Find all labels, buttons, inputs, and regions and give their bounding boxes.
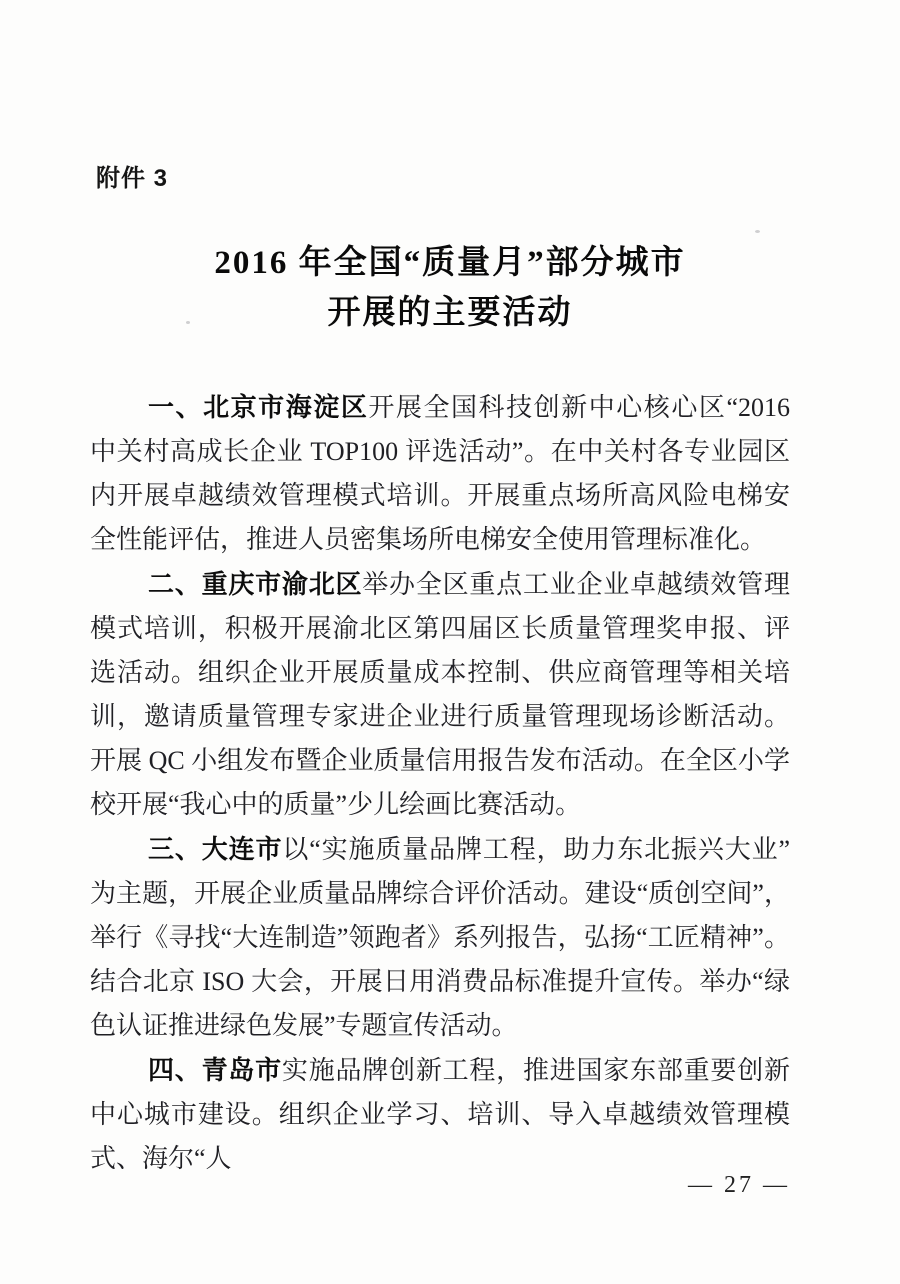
paragraph-chongqing-yubei [90, 562, 790, 827]
paragraph-lead-dalian: 三、大连市 [148, 834, 283, 864]
paragraph-lead-qingdao: 四、青岛市 [148, 1055, 282, 1085]
paragraph-text-chongqing-yubei: 举办全区重点工业企业卓越绩效管理模式培训，积极开展渝北区第四届区长质量管理奖申报、评选活动。组织企业开展质量成本控制、供应商管理等相关培训，邀请质量管理专家进企业进行质量管理现场诊断活动。开展 QC 小组发布暨企业质量信用报告发布活动。在全区小学校开展“我心中的质量”少儿绘画比赛活动。 [90, 570, 790, 819]
document-title-line-1: 2016 年全国“质量月”部分城市 [214, 245, 686, 281]
paragraph-lead-beijing-haidian: 一、北京市海淀区 [148, 392, 369, 422]
document-body [90, 385, 790, 1181]
page-number: — 27 — [688, 1172, 790, 1198]
paragraph-dalian [90, 827, 790, 1048]
paragraph-text-qingdao: 实施品牌创新工程，推进国家东部重要创新中心城市建设。组织企业学习、培训、导入卓越绩效管理模式、海尔“人 [90, 1056, 790, 1173]
paragraph-text-dalian: 以“实施质量品牌工程，助力东北振兴大业”为主题，开展企业质量品牌综合评价活动。建设“质创空间”，举行《寻找“大连制造”领跑者》系列报告，弘扬“工匠精神”。结合北京 ISO 大会，开展日用消费品标准提升宣传。举办“绿色认证推进绿色发展”专题宣传活动。 [90, 835, 790, 1040]
paragraph-text-beijing-haidian: 开展全国科技创新中心核心区“2016 中关村高成长企业 TOP100 评选活动”。在中关村各专业园区内开展卓越绩效管理模式培训。开展重点场所高风险电梯安全性能评估，推进人员密集场所电梯安全使用管理标准化。 [90, 393, 790, 554]
document-title-line-2: 开展的主要活动 [327, 295, 573, 331]
scan-artifact [755, 230, 760, 233]
attachment-label: 附件 3 [96, 165, 169, 192]
paragraph-beijing-haidian [90, 385, 790, 562]
scan-artifact [186, 321, 190, 324]
document-title [0, 238, 900, 338]
paragraph-lead-chongqing-yubei: 二、重庆市渝北区 [148, 569, 363, 599]
paragraph-qingdao [90, 1048, 790, 1181]
scan-artifact [508, 323, 511, 326]
